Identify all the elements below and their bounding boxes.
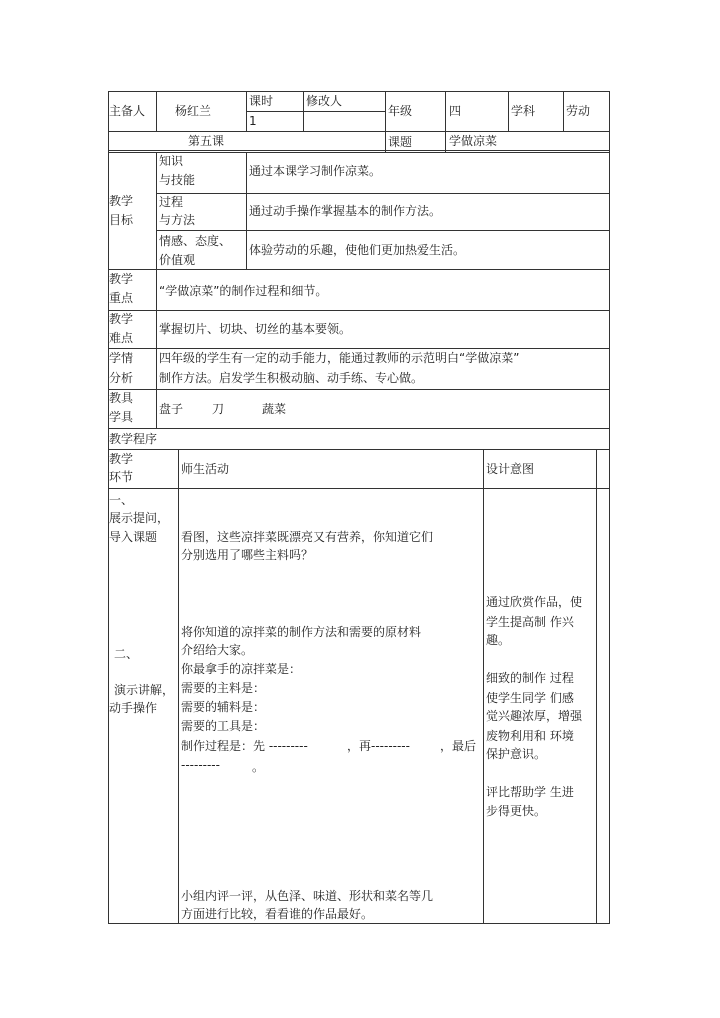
preparer-label: 主备人	[109, 104, 146, 118]
analysis-text: 四年级的学生有一定的动手能力，能通过教师的示范明白“学做凉菜”	[159, 351, 520, 365]
rule	[445, 91, 446, 131]
rule	[156, 193, 610, 194]
activity-text: 方面进行比较，看看谁的作品最好。	[181, 907, 374, 921]
analysis-label: 分析	[109, 371, 134, 385]
objective-text: 通过动手操作掌握基本的制作方法。	[249, 204, 442, 218]
activity-form-line: 需要的辅料是：	[181, 700, 266, 714]
objective-category: 与方法	[159, 213, 196, 227]
activity-form-line: 需要的主料是：	[181, 681, 266, 695]
rule	[156, 152, 157, 429]
period-value: 1	[249, 114, 257, 128]
key-points-text: “学做凉菜”的制作过程和细节。	[159, 284, 328, 298]
key-points-label: 教学	[109, 272, 134, 286]
process-then: ，再---------	[347, 739, 410, 753]
intent-text: 使学生同学 们感	[486, 691, 574, 705]
key-points-label: 重点	[109, 291, 134, 305]
process-last: ，最后	[440, 739, 477, 753]
rule	[108, 923, 610, 924]
subject-value: 劳动	[566, 104, 591, 118]
rule	[108, 310, 610, 311]
intent-text: 细致的制作 过程	[486, 671, 574, 685]
rule	[108, 150, 610, 151]
intent-text: 趣。	[486, 633, 511, 647]
rule	[445, 131, 446, 152]
tool-item: 蔬菜	[262, 402, 287, 416]
rule	[156, 230, 610, 231]
rule	[178, 449, 179, 924]
tool-item: 盘子	[159, 402, 184, 416]
objectives-label: 教学	[109, 194, 134, 208]
tools-label: 学具	[109, 410, 134, 424]
procedure-title: 教学程序	[109, 432, 158, 446]
activity-text: 小组内评一评，从色泽、味道、形状和菜名等几	[181, 889, 434, 903]
objective-category: 与技能	[159, 173, 196, 187]
tool-item: 刀	[212, 402, 225, 416]
rule	[108, 152, 610, 153]
objective-category: 情感、态度、	[159, 234, 232, 248]
rule	[246, 91, 247, 131]
step-column-header: 环节	[109, 470, 134, 484]
intent-text: 废物利用和 环境	[486, 729, 574, 743]
step-1: 一、	[109, 493, 134, 507]
rule	[385, 91, 386, 152]
rule	[609, 91, 610, 924]
rule	[246, 152, 247, 269]
reviser-label: 修改人	[306, 94, 343, 108]
rule	[483, 449, 484, 924]
rule	[108, 428, 610, 429]
process-label: 制作过程是：先 ---------	[181, 739, 308, 753]
difficulties-label: 教学	[109, 312, 134, 326]
step-1: 导入课题	[109, 530, 158, 544]
rule	[508, 91, 509, 131]
objective-text: 通过本课学习制作凉菜。	[249, 164, 382, 178]
rule	[156, 91, 157, 131]
grade-label: 年级	[388, 104, 413, 118]
intent-text: 学生提高制 作兴	[486, 615, 574, 629]
step-2: 动手操作	[109, 701, 158, 715]
rule	[108, 91, 610, 92]
intent-text: 觉兴趣浓厚，增强	[486, 709, 583, 723]
step-2: 演示讲解，	[114, 683, 175, 697]
rule	[108, 131, 610, 132]
intent-text: 评比帮助学 生进	[486, 785, 574, 799]
rule	[108, 488, 610, 489]
rule	[108, 269, 610, 270]
topic-label: 课题	[388, 135, 413, 149]
intent-text: 通过欣赏作品，使	[486, 595, 583, 609]
objective-category: 价值观	[159, 253, 196, 267]
lesson-number: 第五课	[188, 134, 225, 148]
activity-column-header: 师生活动	[181, 462, 230, 476]
step-1: 展示提问，	[109, 511, 170, 525]
objective-text: 体验劳动的乐趣，使他们更加热爱生活。	[249, 243, 466, 257]
rule	[108, 449, 610, 450]
rule	[596, 449, 597, 924]
rule	[108, 389, 610, 390]
rule	[246, 111, 386, 112]
activity-form-line: 需要的工具是：	[181, 719, 266, 733]
activity-text: 分别选用了哪些主料吗？	[181, 548, 314, 562]
activity-form-line: 你最拿手的凉拌菜是：	[181, 662, 302, 676]
activity-text: 将你知道的凉拌菜的制作方法和需要的原材料	[181, 625, 422, 639]
difficulties-text: 掌握切片、切块、切丝的基本要领。	[159, 322, 352, 336]
step-2-number: 二、	[114, 647, 139, 661]
difficulties-label: 难点	[109, 331, 134, 345]
subject-label: 学科	[511, 104, 536, 118]
activity-text: 看图，这些凉拌菜既漂亮又有营养，你知道它们	[181, 530, 434, 544]
intent-text: 步得更快。	[486, 804, 547, 818]
objectives-label: 目标	[109, 213, 134, 227]
tools-label: 教具	[109, 391, 134, 405]
rule	[303, 91, 304, 131]
objective-category: 知识	[159, 154, 184, 168]
rule	[108, 348, 610, 349]
period-label: 课时	[249, 94, 274, 108]
objective-category: 过程	[159, 195, 184, 209]
intent-text: 保护意识。	[486, 747, 547, 761]
activity-text: 介绍给大家。	[181, 643, 254, 657]
analysis-text: 制作方法。启发学生积极动脑、动手练、专心做。	[159, 371, 424, 385]
process-tail: ---------	[181, 758, 220, 772]
intent-column-header: 设计意图	[486, 462, 535, 476]
step-column-header: 教学	[109, 452, 134, 466]
lesson-topic: 学做凉菜	[449, 134, 498, 148]
preparer-name: 杨红兰	[175, 104, 212, 118]
process-end: 。	[252, 760, 265, 774]
grade-value: 四	[449, 104, 462, 118]
rule	[563, 91, 564, 131]
analysis-label: 学情	[109, 351, 134, 365]
